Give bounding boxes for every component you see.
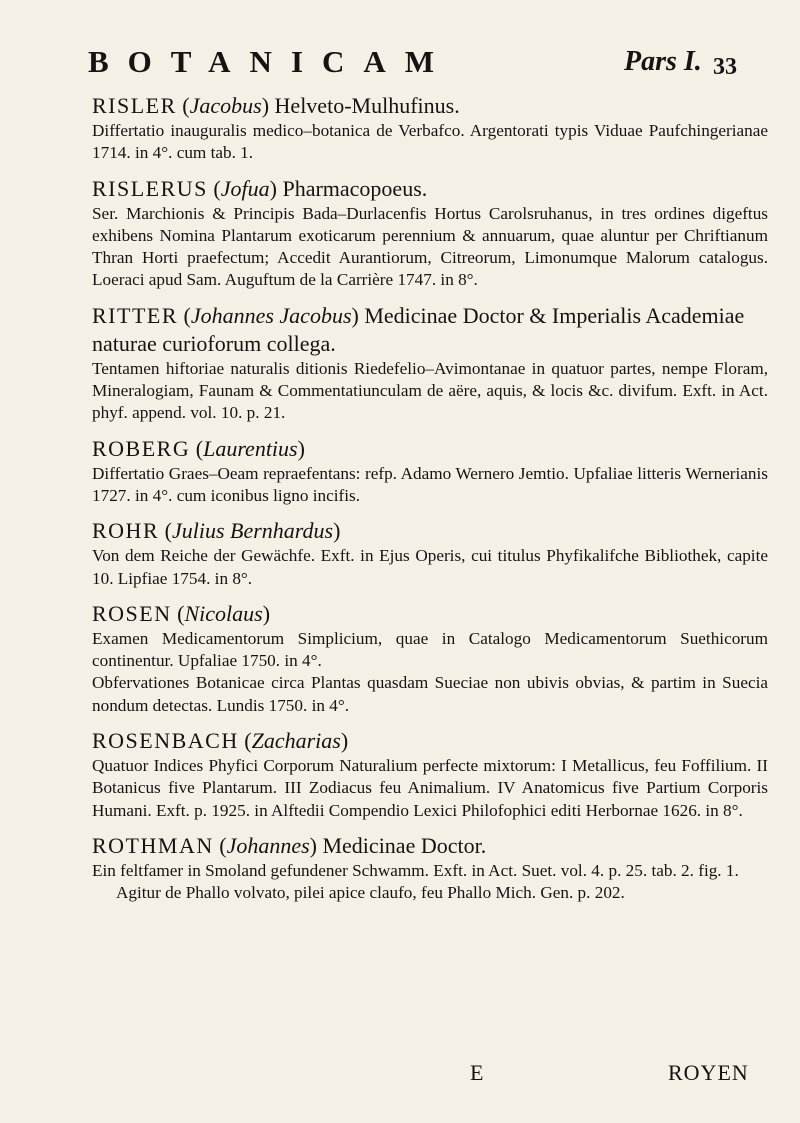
entry-heading: ROSENBACH (Zacharias)	[92, 728, 349, 754]
entry-heading: RITTER (Johannes Jacobus) Medicinae Doctor & Imperialis Academiae naturae curioforum collega.	[92, 302, 745, 356]
author-title: Medicinae Doctor & Imperialis Academiae naturae curioforum collega.	[92, 302, 745, 356]
author-given-name: Nicolaus	[184, 600, 263, 626]
entry-heading: ROHR (Julius Bernhardus)	[92, 518, 341, 544]
author-given-name: Julius Bernhardus	[171, 518, 334, 544]
signature-mark: E	[470, 1060, 484, 1085]
part-label: Pars I.	[624, 46, 702, 77]
author-surname: RISLERUS	[92, 175, 208, 201]
entry-rothman	[60, 832, 768, 905]
entry-heading: ROBERG (Laurentius)	[92, 435, 305, 461]
author-title: Pharmacopoeus.	[282, 175, 428, 201]
entry-heading: ROSEN (Nicolaus)	[92, 600, 271, 626]
running-title: BOTANICAM	[88, 44, 454, 79]
author-given-name: Laurentius	[203, 435, 298, 461]
author-given-name: Zacharias	[251, 728, 341, 754]
author-surname: RITTER	[92, 302, 178, 328]
bibliography-entries	[60, 92, 768, 915]
author-given-name: Johannes	[226, 832, 310, 858]
author-surname: RISLER	[92, 93, 177, 118]
entry-description: Tentamen hiftoriae naturalis ditionis Riedefelio–Avimontanae in quatuor partes, nempe Floram, Mineralogiam, Faunam & Commentatiunculam de aëre, aquis, & locis &c. divifum. Exft. in Act. phyf. append. vol. 10. p. 21.	[92, 358, 768, 423]
entry-description: Differtatio inauguralis medico–botanica de Verbafco. Argentorati typis Viduae Paufchingerianae 1714. in 4°. cum tab. 1.	[92, 121, 768, 163]
author-surname: ROSENBACH	[92, 728, 239, 754]
entry-ritter	[60, 302, 768, 425]
running-head	[88, 44, 768, 90]
author-given-name: Jacobus	[189, 93, 262, 118]
author-surname: ROHR	[92, 518, 160, 544]
entry-rislerus	[60, 175, 768, 292]
entry-roberg	[60, 435, 768, 508]
author-surname: ROBERG	[92, 435, 191, 461]
author-given-name: Johannes Jacobus	[190, 302, 352, 328]
entry-description: Ser. Marchionis & Principis Bada–Durlacenfis Hortus Carolsruhanus, in tres ordines digeftus exhibens Nomina Plantarum exoticarum perennium & annuarum, quae aluntur per Chriftianum Thran Horti praefectum; Accedit Aurantiorum, Citreorum, Limonumque Malorum catalogus. Loeraci apud Sam. Auguftum de la Carrière 1747. in 8°.	[92, 203, 768, 290]
entry-rosen	[60, 600, 768, 717]
author-title: Medicinae Doctor.	[322, 832, 487, 858]
entry-risler	[60, 92, 768, 165]
author-surname: ROTHMAN	[92, 832, 214, 858]
entry-description: Von dem Reiche der Gewächfe. Exft. in Ejus Operis, cui titulus Phyfikalifche Bibliothek, capite 10. Lipfiae 1754. in 8°.	[92, 546, 768, 588]
author-surname: ROSEN	[92, 600, 172, 626]
entry-description: Ein feltfamer in Smoland gefundener Schwamm. Exft. in Act. Suet. vol. 4. p. 25. tab. 2. fig. 1.	[92, 860, 739, 880]
entry-rosenbach	[60, 727, 768, 822]
entry-description: Differtatio Graes–Oeam repraefentans: refp. Adamo Wernero Jemtio. Upfaliae litteris Wernerianis 1727. in 4°. cum iconibus ligno incifis.	[92, 463, 768, 505]
author-given-name: Jofua	[220, 175, 270, 201]
entry-rohr	[60, 517, 768, 590]
page-footer	[0, 1060, 800, 1094]
entry-heading: RISLER (Jacobus) Helveto-Mulhufinus.	[92, 93, 460, 118]
page-number: 33	[713, 54, 737, 80]
entry-heading: RISLERUS (Jofua) Pharmacopoeus.	[92, 175, 428, 201]
entry-description: Obfervationes Botanicae circa Plantas quasdam Sueciae non ubivis obvias, & partim in Suecia nondum detectas. Lundis 1750. in 4°.	[92, 673, 768, 715]
entry-heading: ROTHMAN (Johannes) Medicinae Doctor.	[92, 832, 487, 858]
entry-description: Agitur de Phallo volvato, pilei apice claufo, feu Phallo Mich. Gen. p. 202.	[116, 883, 625, 903]
entry-description: Examen Medicamentorum Simplicium, quae in Catalogo Medicamentorum Suethicorum continentur. Upfaliae 1750. in 4°.	[92, 628, 768, 671]
catchword: ROYEN	[668, 1060, 749, 1085]
author-title: Helveto-Mulhufinus.	[274, 93, 460, 118]
entry-description: Quatuor Indices Phyfici Corporum Naturalium perfecte mixtorum: I Metallicus, feu Foffilium. II Botanicus five Plantarum. III Zodiacus feu Animalium. IV Anatomicus five Partium Corporis Humani. Exft. p. 1925. in Alftedii Compendio Lexici Philofophici editi Herbornae 1626. in 8°.	[92, 756, 768, 820]
